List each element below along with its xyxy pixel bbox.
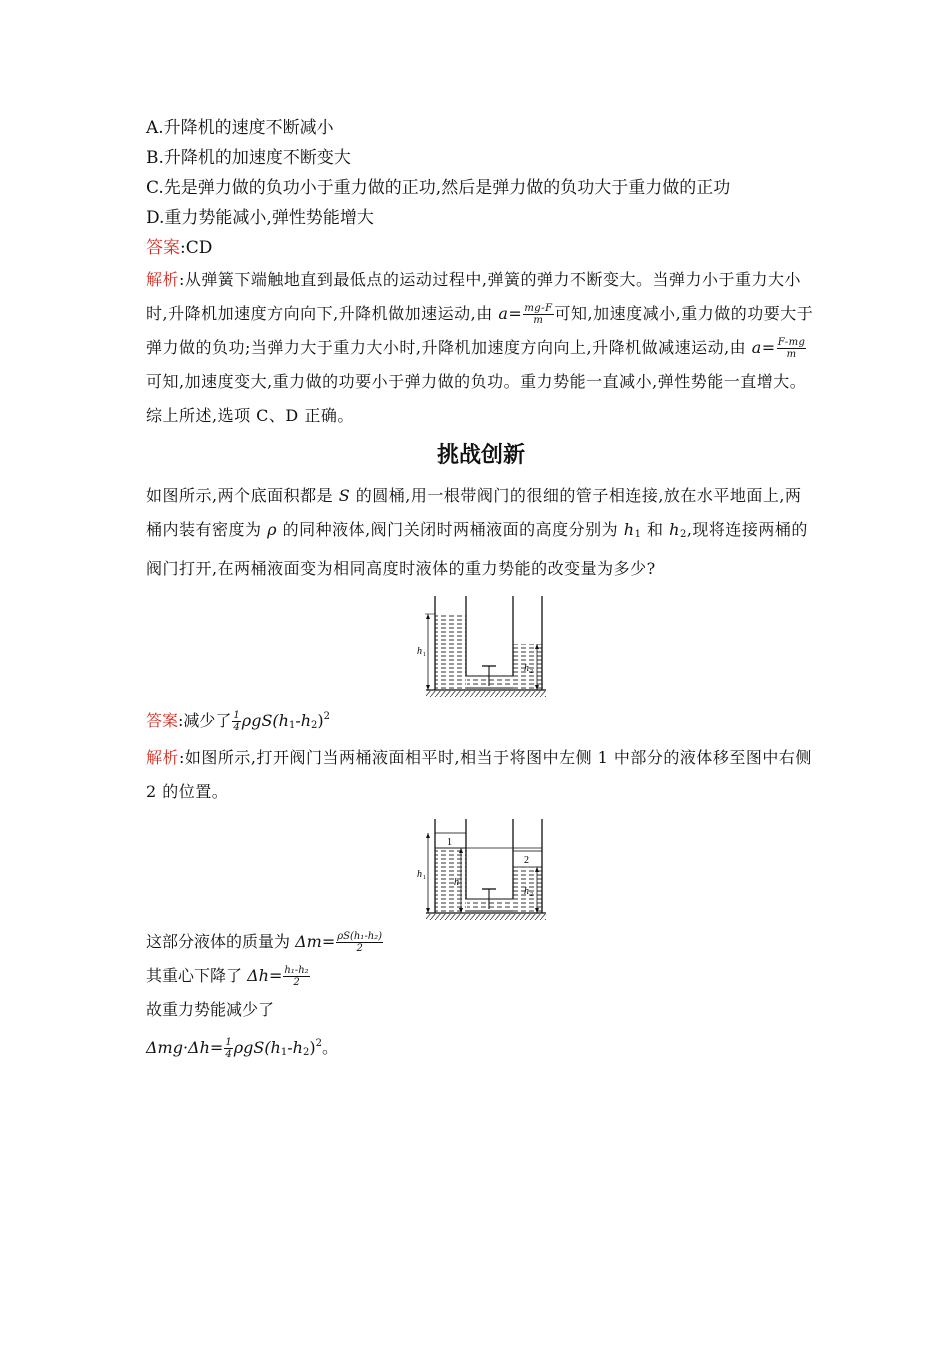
- answer-2-mid: -h: [295, 711, 312, 730]
- label-h2-sub: 2: [530, 669, 533, 675]
- calc-mass: [146, 925, 816, 959]
- answer-2: [146, 702, 816, 741]
- analysis-text-1: :从弹簧下端触地直到最低点的运动过程中,弹簧的弹力不断变大。当弹力小于重力大小时,升降机加速度方向向下,升降机做加速运动,由: [146, 270, 801, 323]
- accel-eq-1: a=: [498, 304, 523, 323]
- calc-final-sq: 2: [315, 1038, 322, 1049]
- section-title: 挑战创新: [436, 443, 525, 468]
- accel-eq-2: a=: [751, 338, 776, 357]
- calc-final: [146, 1027, 816, 1070]
- option-d: D.重力势能减小,弹性势能增大: [146, 208, 374, 228]
- analysis-1: [146, 263, 816, 433]
- calc-final-end: ): [309, 1038, 316, 1057]
- figure-two-tanks: [416, 594, 546, 698]
- label-h1-sub: 1: [423, 652, 426, 658]
- fig2-label-h1: h: [417, 869, 422, 880]
- analysis-2: [146, 741, 816, 809]
- calc-drop-fraction: [283, 965, 309, 988]
- calc-final-den: 4: [225, 1049, 232, 1060]
- answer-2-sub2: 2: [311, 720, 318, 731]
- fraction-1-num: mg-F: [524, 303, 553, 314]
- calc-mass-text: 这部分液体的质量为: [146, 932, 296, 951]
- calc-decrease: 故重力势能减少了: [146, 1000, 275, 1019]
- fraction-2-num: F-mg: [777, 337, 806, 348]
- option-a: A.升降机的速度不断减小: [146, 118, 334, 138]
- var-h1: h: [623, 520, 635, 539]
- answer-label: 答案: [146, 238, 180, 258]
- calc-final-period: 。: [321, 1038, 338, 1057]
- answer-label-2: 答案: [146, 711, 179, 730]
- problem-statement: [146, 479, 816, 586]
- label-h2: h: [524, 663, 529, 674]
- analysis-text-3: 可知,加速度变大,重力做的功要小于弹力做的负功。重力势能一直减小,弹性势能一直增大。综上所述,选项 C、D 正确。: [146, 372, 807, 425]
- problem-text-3: 的同种液体,阀门关闭时两桶液面的高度分别为: [277, 520, 624, 539]
- fraction-1: [523, 303, 553, 326]
- calc-final-s1: 1: [280, 1047, 288, 1058]
- document-page: [146, 113, 816, 1070]
- label-region-1: 1: [447, 837, 452, 848]
- fraction-2: [777, 337, 807, 360]
- answer-2-fraction: [232, 710, 240, 733]
- answer-text: :CD: [180, 238, 213, 258]
- label-region-2: 2: [524, 855, 529, 866]
- option-b: B.升降机的加速度不断变大: [146, 148, 351, 168]
- calc-final-expr: ρgS(h: [233, 1038, 281, 1057]
- calc-drop-num: h₁-h₂: [284, 965, 309, 976]
- figure-equalized-tanks: [416, 817, 546, 921]
- calc-final-fraction: [224, 1037, 232, 1060]
- analysis-label: 解析: [146, 270, 180, 289]
- answer-2-frac-den: 4: [233, 722, 240, 733]
- analysis-label-2: 解析: [146, 748, 180, 767]
- fraction-1-den: m: [533, 315, 544, 326]
- var-S: S: [338, 486, 351, 505]
- problem-text-1: 如图所示,两个底面积都是: [146, 486, 339, 505]
- left-liquid: [435, 614, 466, 690]
- problem-text-5: ,现将连接两桶的阀门打开,在两桶液面变为相同高度时液体的重力势能的改变量为多少?: [146, 520, 808, 578]
- calc-final-s2: 2: [302, 1047, 310, 1058]
- fig2-label-h: h: [454, 877, 459, 888]
- label-h1: h: [417, 646, 422, 657]
- problem-text-2: 的圆桶,用一根带阀门的很细的管子相连接,放在水平地面上,两桶内装有密度为: [146, 486, 802, 539]
- var-rho: ρ: [267, 520, 277, 539]
- analysis-text-2: 可知,加速度减小,重力做的功要大于弹力做的负功;当弹力大于重力大小时,升降机加速度方向向上,升降机做减速运动,由: [146, 304, 814, 357]
- calc-drop-den: 2: [293, 977, 300, 988]
- calc-final-num: 1: [225, 1037, 232, 1048]
- calc-mass-den: 2: [356, 943, 363, 954]
- fig2-label-h2: h: [524, 886, 529, 897]
- problem-text-4: 和: [641, 520, 670, 539]
- answer-2-frac-num: 1: [233, 710, 240, 721]
- fig2-label-h2-sub: 2: [530, 892, 533, 898]
- calc-mass-fraction: [336, 931, 383, 954]
- calc-mass-num: ρS(h₁-h₂): [337, 931, 383, 942]
- answer-2-sq: 2: [323, 711, 331, 722]
- var-h1-sub: 1: [634, 529, 642, 540]
- fig2-label-h1-sub: 1: [423, 875, 426, 881]
- answer-2-end: ): [317, 711, 324, 730]
- var-h2-sub: 2: [679, 529, 687, 540]
- calc-mass-eq: Δm=: [295, 932, 336, 951]
- analysis-2-text: :如图所示,打开阀门当两桶液面相平时,相当于将图中左侧 1 中部分的液体移至图中右侧 2 的位置。: [146, 748, 812, 801]
- calc-final-pre: Δmg·Δh=: [146, 1038, 224, 1057]
- answer-2-expr: ρgS(h: [241, 711, 289, 730]
- option-c: C.先是弹力做的负功小于重力做的正功,然后是弹力做的负功大于重力做的正功: [146, 178, 731, 198]
- answer-2-sub1: 1: [288, 720, 296, 731]
- answer-2-text: :减少了: [178, 711, 232, 730]
- calc-final-mid: -h: [287, 1038, 303, 1057]
- calc-drop: [146, 959, 816, 993]
- calc-drop-text: 其重心下降了: [146, 966, 248, 985]
- var-h2: h: [669, 520, 680, 539]
- calc-drop-eq: Δh=: [247, 966, 283, 985]
- fraction-2-den: m: [786, 349, 797, 360]
- answer-1: [146, 233, 816, 263]
